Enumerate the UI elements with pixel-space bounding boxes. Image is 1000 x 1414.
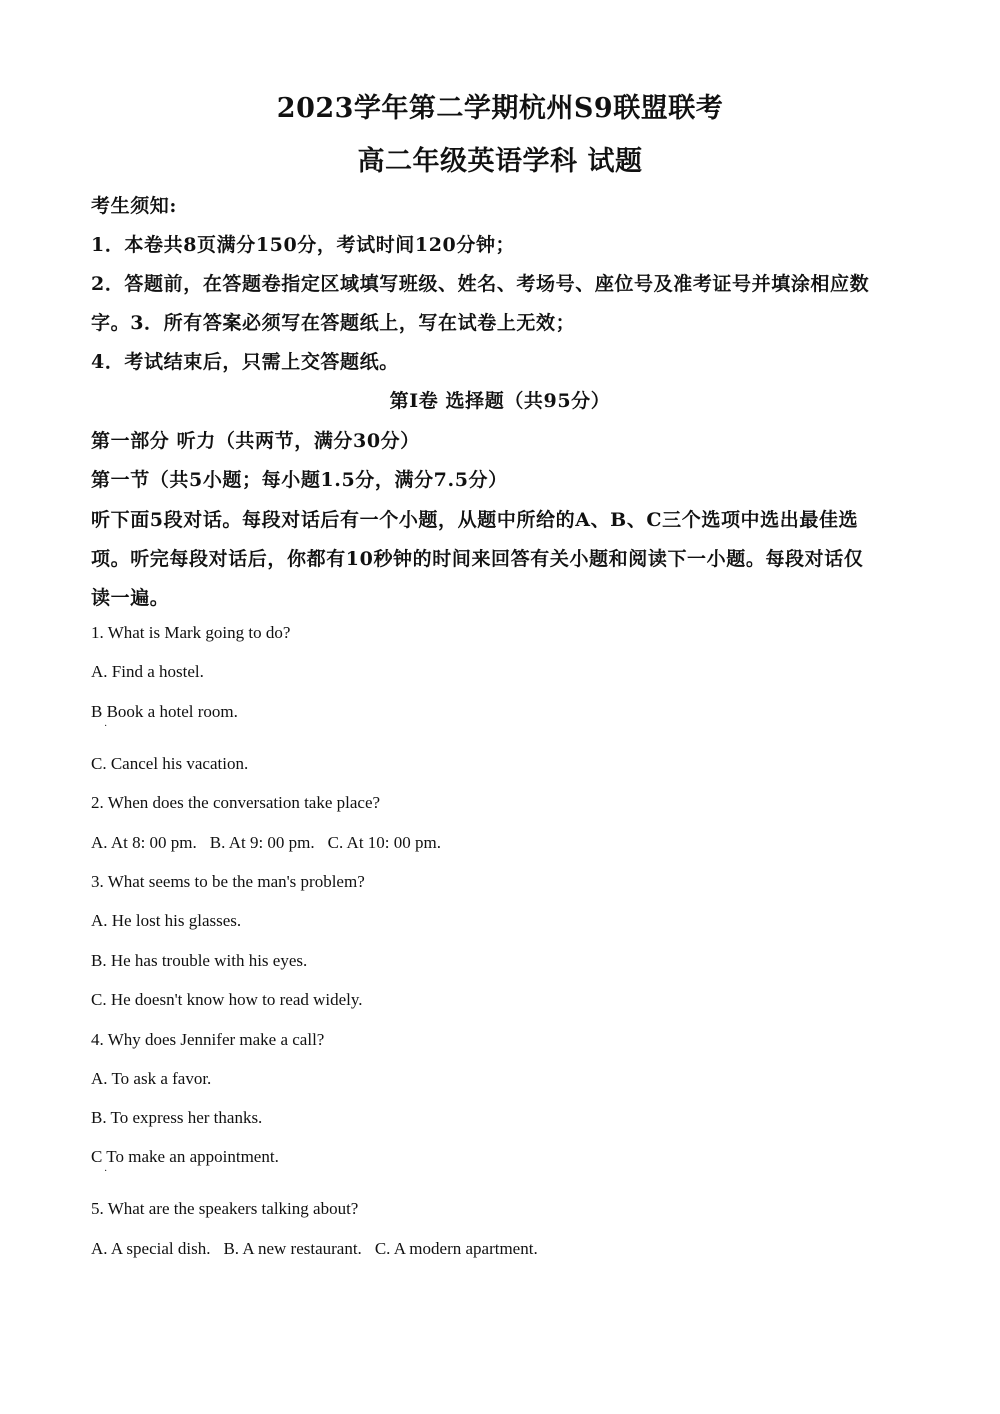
question-1-stem: 1. What is Mark going to do?: [91, 623, 291, 642]
question-5-stem: 5. What are the speakers talking about?: [91, 1199, 359, 1218]
instruction-item-2-line-1: 2．答题前，在答题卷指定区域填写班级、姓名、考场号、座位号及准考证号并填涂相应数: [91, 273, 870, 295]
directions-line-1: 听下面5段对话。每段对话后有一个小题，从题中所给的A、B、C三个选项中选出最佳选: [91, 509, 859, 531]
part-title: 第一部分 听力（共两节，满分30分）: [91, 430, 420, 452]
exam-subtitle: 高二年级英语学科 试题: [357, 146, 643, 177]
question-2-stem: 2. When does the conversation take place?: [91, 793, 381, 812]
question-1-option-a: A. Find a hostel.: [91, 662, 204, 681]
instructions-heading: 考生须知:: [91, 195, 178, 217]
instruction-item-1: 1．本卷共8页满分150分，考试时间120分钟；: [91, 234, 516, 256]
question-4-option-a: A. To ask a favor.: [91, 1069, 212, 1088]
stray-dot-mark: ·: [104, 1166, 108, 1177]
question-5-option-a: A. A special dish.: [91, 1239, 211, 1258]
exam-title: 2023学年第二学期杭州S9联盟联考: [276, 93, 724, 124]
question-5-option-c: C. A modern apartment.: [374, 1239, 538, 1258]
volume-title: 第Ⅰ卷 选择题（共95分）: [389, 390, 611, 412]
question-4-option-c: C To make an appointment.: [91, 1147, 279, 1166]
question-3-option-b: B. He has trouble with his eyes.: [91, 951, 308, 970]
question-2-option-c: C. At 10: 00 pm.: [327, 833, 442, 852]
question-1-option-c: C. Cancel his vacation.: [91, 754, 249, 773]
subsection-title: 第一节（共5小题；每小题1.5分，满分7.5分）: [91, 469, 508, 491]
question-2-options: [91, 833, 441, 853]
question-1-option-b: B Book a hotel room.: [91, 702, 238, 721]
question-4-option-b: B. To express her thanks.: [91, 1108, 263, 1127]
question-3-option-c: C. He doesn't know how to read widely.: [91, 990, 363, 1009]
question-3-stem: 3. What seems to be the man's problem?: [91, 872, 365, 891]
question-5-option-b: B. A new restaurant.: [223, 1239, 362, 1258]
instruction-item-4: 4．考试结束后，只需上交答题纸。: [91, 351, 399, 373]
question-5-options: [91, 1239, 538, 1259]
question-3-option-a: A. He lost his glasses.: [91, 911, 242, 930]
directions-line-2: 项。听完每段对话后，你都有10秒钟的时间来回答有关小题和阅读下一小题。每段对话仅: [91, 548, 864, 570]
stray-dot-mark: ·: [104, 721, 108, 732]
question-2-option-a: A. At 8: 00 pm.: [91, 833, 197, 852]
question-2-option-b: B. At 9: 00 pm.: [209, 833, 315, 852]
question-4-stem: 4. Why does Jennifer make a call?: [91, 1030, 325, 1049]
directions-line-3: 读一遍。: [91, 587, 170, 609]
instruction-item-2-line-2: 字。3．所有答案必须写在答题纸上，写在试卷上无效；: [91, 312, 576, 334]
